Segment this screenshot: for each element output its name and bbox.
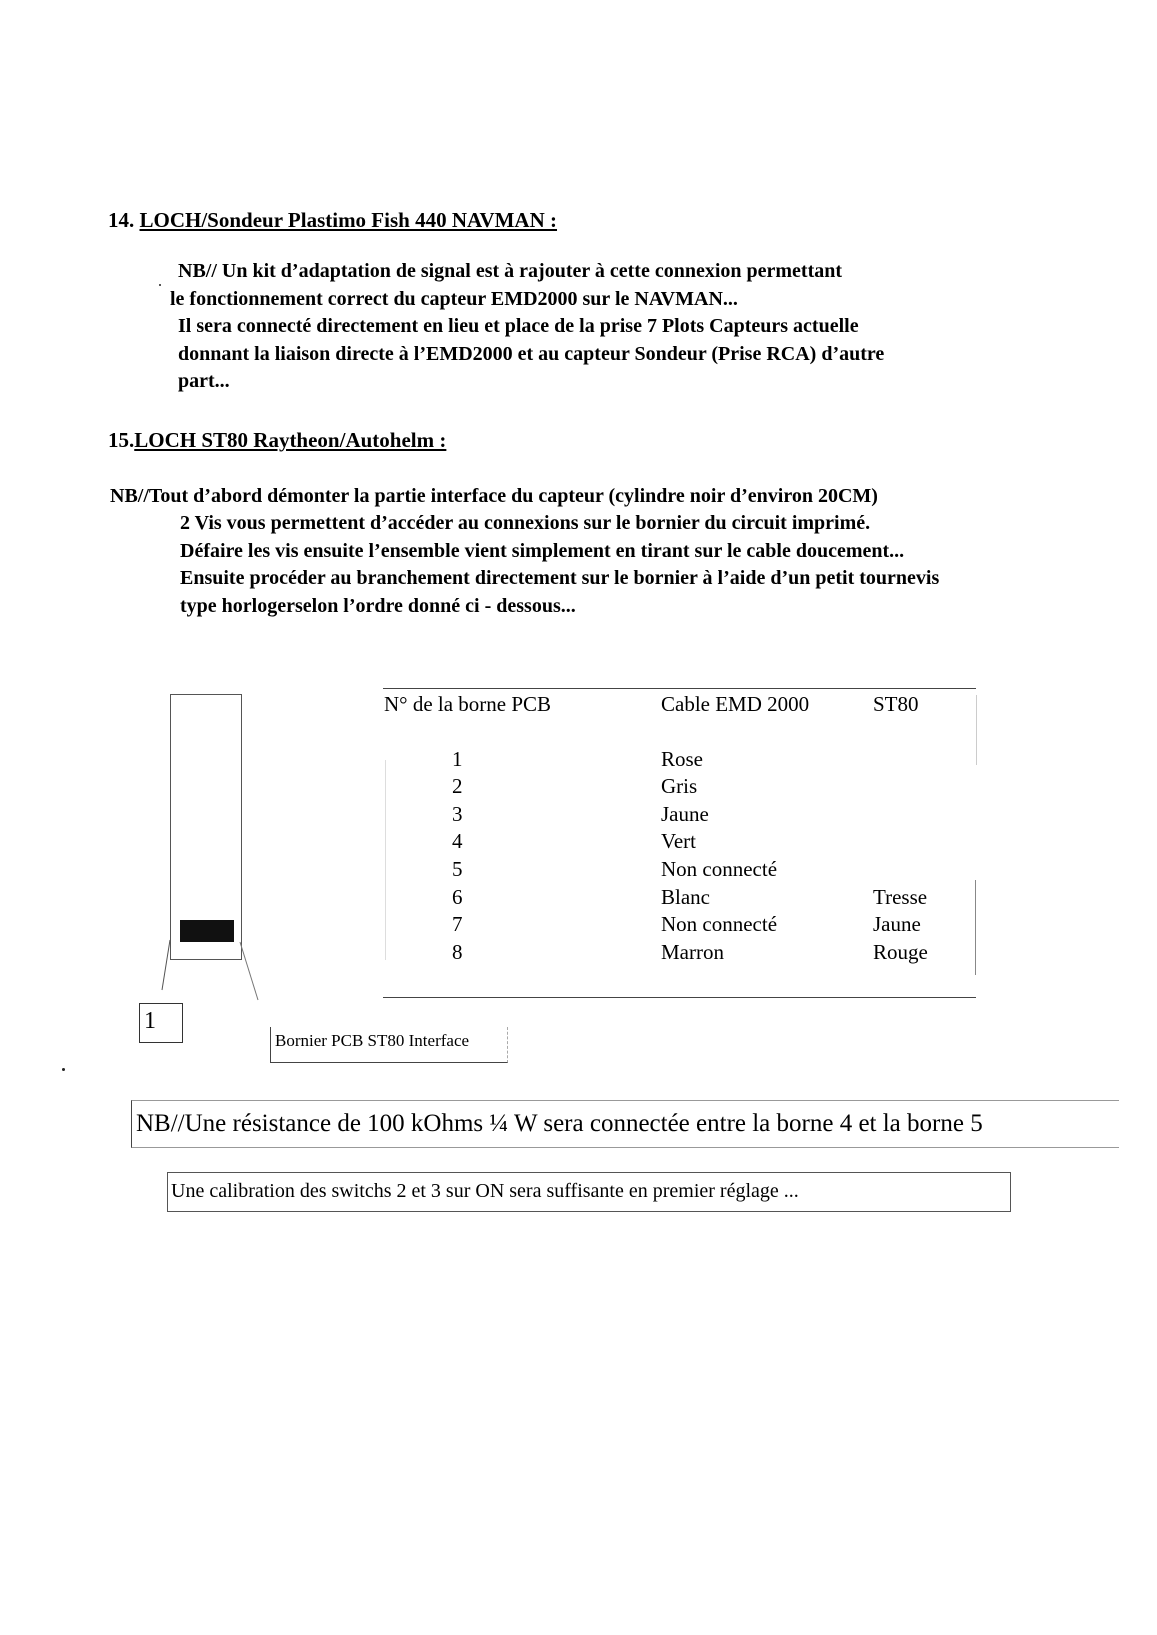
section-14-number: 14. xyxy=(108,208,135,232)
emd-color-cell: Non connecté xyxy=(661,912,778,936)
pcb-pin-cell: 3 xyxy=(452,802,463,826)
section-15-number: 15. xyxy=(108,428,135,452)
pcb-pin-cell: 6 xyxy=(452,885,463,909)
pin-label-box xyxy=(139,1003,183,1043)
emd-color-cell: Non connecté xyxy=(661,857,778,881)
pin-label: 1 xyxy=(144,1008,156,1034)
pcb-pin-cell: 4 xyxy=(452,829,463,853)
section-14-line: part... xyxy=(178,370,230,392)
section-15-title: LOCH ST80 Raytheon/Autohelm : xyxy=(134,428,447,452)
emd-color-cell: Blanc xyxy=(661,885,710,909)
section-14-line: donnant la liaison directe à l’EMD2000 et au capteur Sondeur (Prise RCA) d’autre xyxy=(178,342,885,365)
st80-color-cell: Tresse xyxy=(873,885,928,909)
table-bottom-border xyxy=(383,997,976,998)
calibration-note: Une calibration des switchs 2 et 3 sur ON sera suffisante en premier réglage ... xyxy=(171,1180,799,1202)
section-15-line: 2 Vis vous permettent d’accéder au connexions sur le bornier du circuit imprimé. xyxy=(180,512,871,534)
table-right-border xyxy=(976,695,977,765)
scan-speck xyxy=(62,1068,65,1071)
resistance-note-box xyxy=(131,1100,1119,1148)
section-15-line: type horlogerselon l’ordre donné ci - dessous... xyxy=(180,594,576,617)
section-14-heading xyxy=(108,208,557,233)
section-15-heading xyxy=(108,428,446,453)
emd-color-cell: Marron xyxy=(661,940,724,964)
section-15-line: Ensuite procéder au branchement directement sur le bornier à l’aide d’un petit tournevis xyxy=(180,567,940,589)
emd-color-cell: Rose xyxy=(661,747,703,771)
section-14-paragraph xyxy=(170,258,885,396)
pcb-pin-cell: 2 xyxy=(452,774,463,798)
pcb-pin-cell: 8 xyxy=(452,940,463,964)
resistance-note: NB//Une résistance de 100 kOhms ¼ W sera connectée entre la borne 4 et la borne 5 xyxy=(136,1110,983,1137)
table-header-emd: Cable EMD 2000 xyxy=(661,692,810,716)
pcb-pin-cell: 5 xyxy=(452,857,463,881)
section-14-line: Il sera connecté directement en lieu et place de la prise 7 Plots Capteurs actuelle xyxy=(178,315,859,337)
section-15-intro: NB//Tout d’abord démonter la partie interface du capteur (cylindre noir d’environ 20CM) xyxy=(110,485,878,507)
table-right-border xyxy=(975,880,976,975)
pointer-lines xyxy=(150,930,270,1010)
emd-color-cell: Gris xyxy=(661,774,698,798)
section-14-title: LOCH/Sondeur Plastimo Fish 440 NAVMAN : xyxy=(139,208,558,232)
table-header-st80: ST80 xyxy=(873,692,919,716)
section-15-paragraph xyxy=(180,510,939,620)
section-15-line: Défaire les vis ensuite l’ensemble vient simplement en tirant sur le cable doucement... xyxy=(180,539,905,562)
emd-color-cell: Jaune xyxy=(661,802,709,826)
calibration-note-box xyxy=(167,1172,1011,1212)
section-14-line: le fonctionnement correct du capteur EMD2000 sur le NAVMAN... xyxy=(170,287,738,310)
scan-speck xyxy=(159,284,161,286)
table-left-border xyxy=(385,760,386,960)
section-14-line: NB// Un kit d’adaptation de signal est à rajouter à cette connexion permettant xyxy=(178,260,843,282)
table-header-pcb: N° de la borne PCB xyxy=(384,692,552,716)
st80-color-cell: Rouge xyxy=(873,940,928,964)
st80-color-cell: Jaune xyxy=(873,912,921,936)
table-top-border xyxy=(383,688,976,689)
pcb-pin-cell: 1 xyxy=(452,747,463,771)
diagram-caption: Bornier PCB ST80 Interface xyxy=(275,1031,470,1050)
emd-color-cell: Vert xyxy=(661,829,696,853)
pcb-pin-cell: 7 xyxy=(452,912,463,936)
caption-box xyxy=(270,1027,508,1063)
